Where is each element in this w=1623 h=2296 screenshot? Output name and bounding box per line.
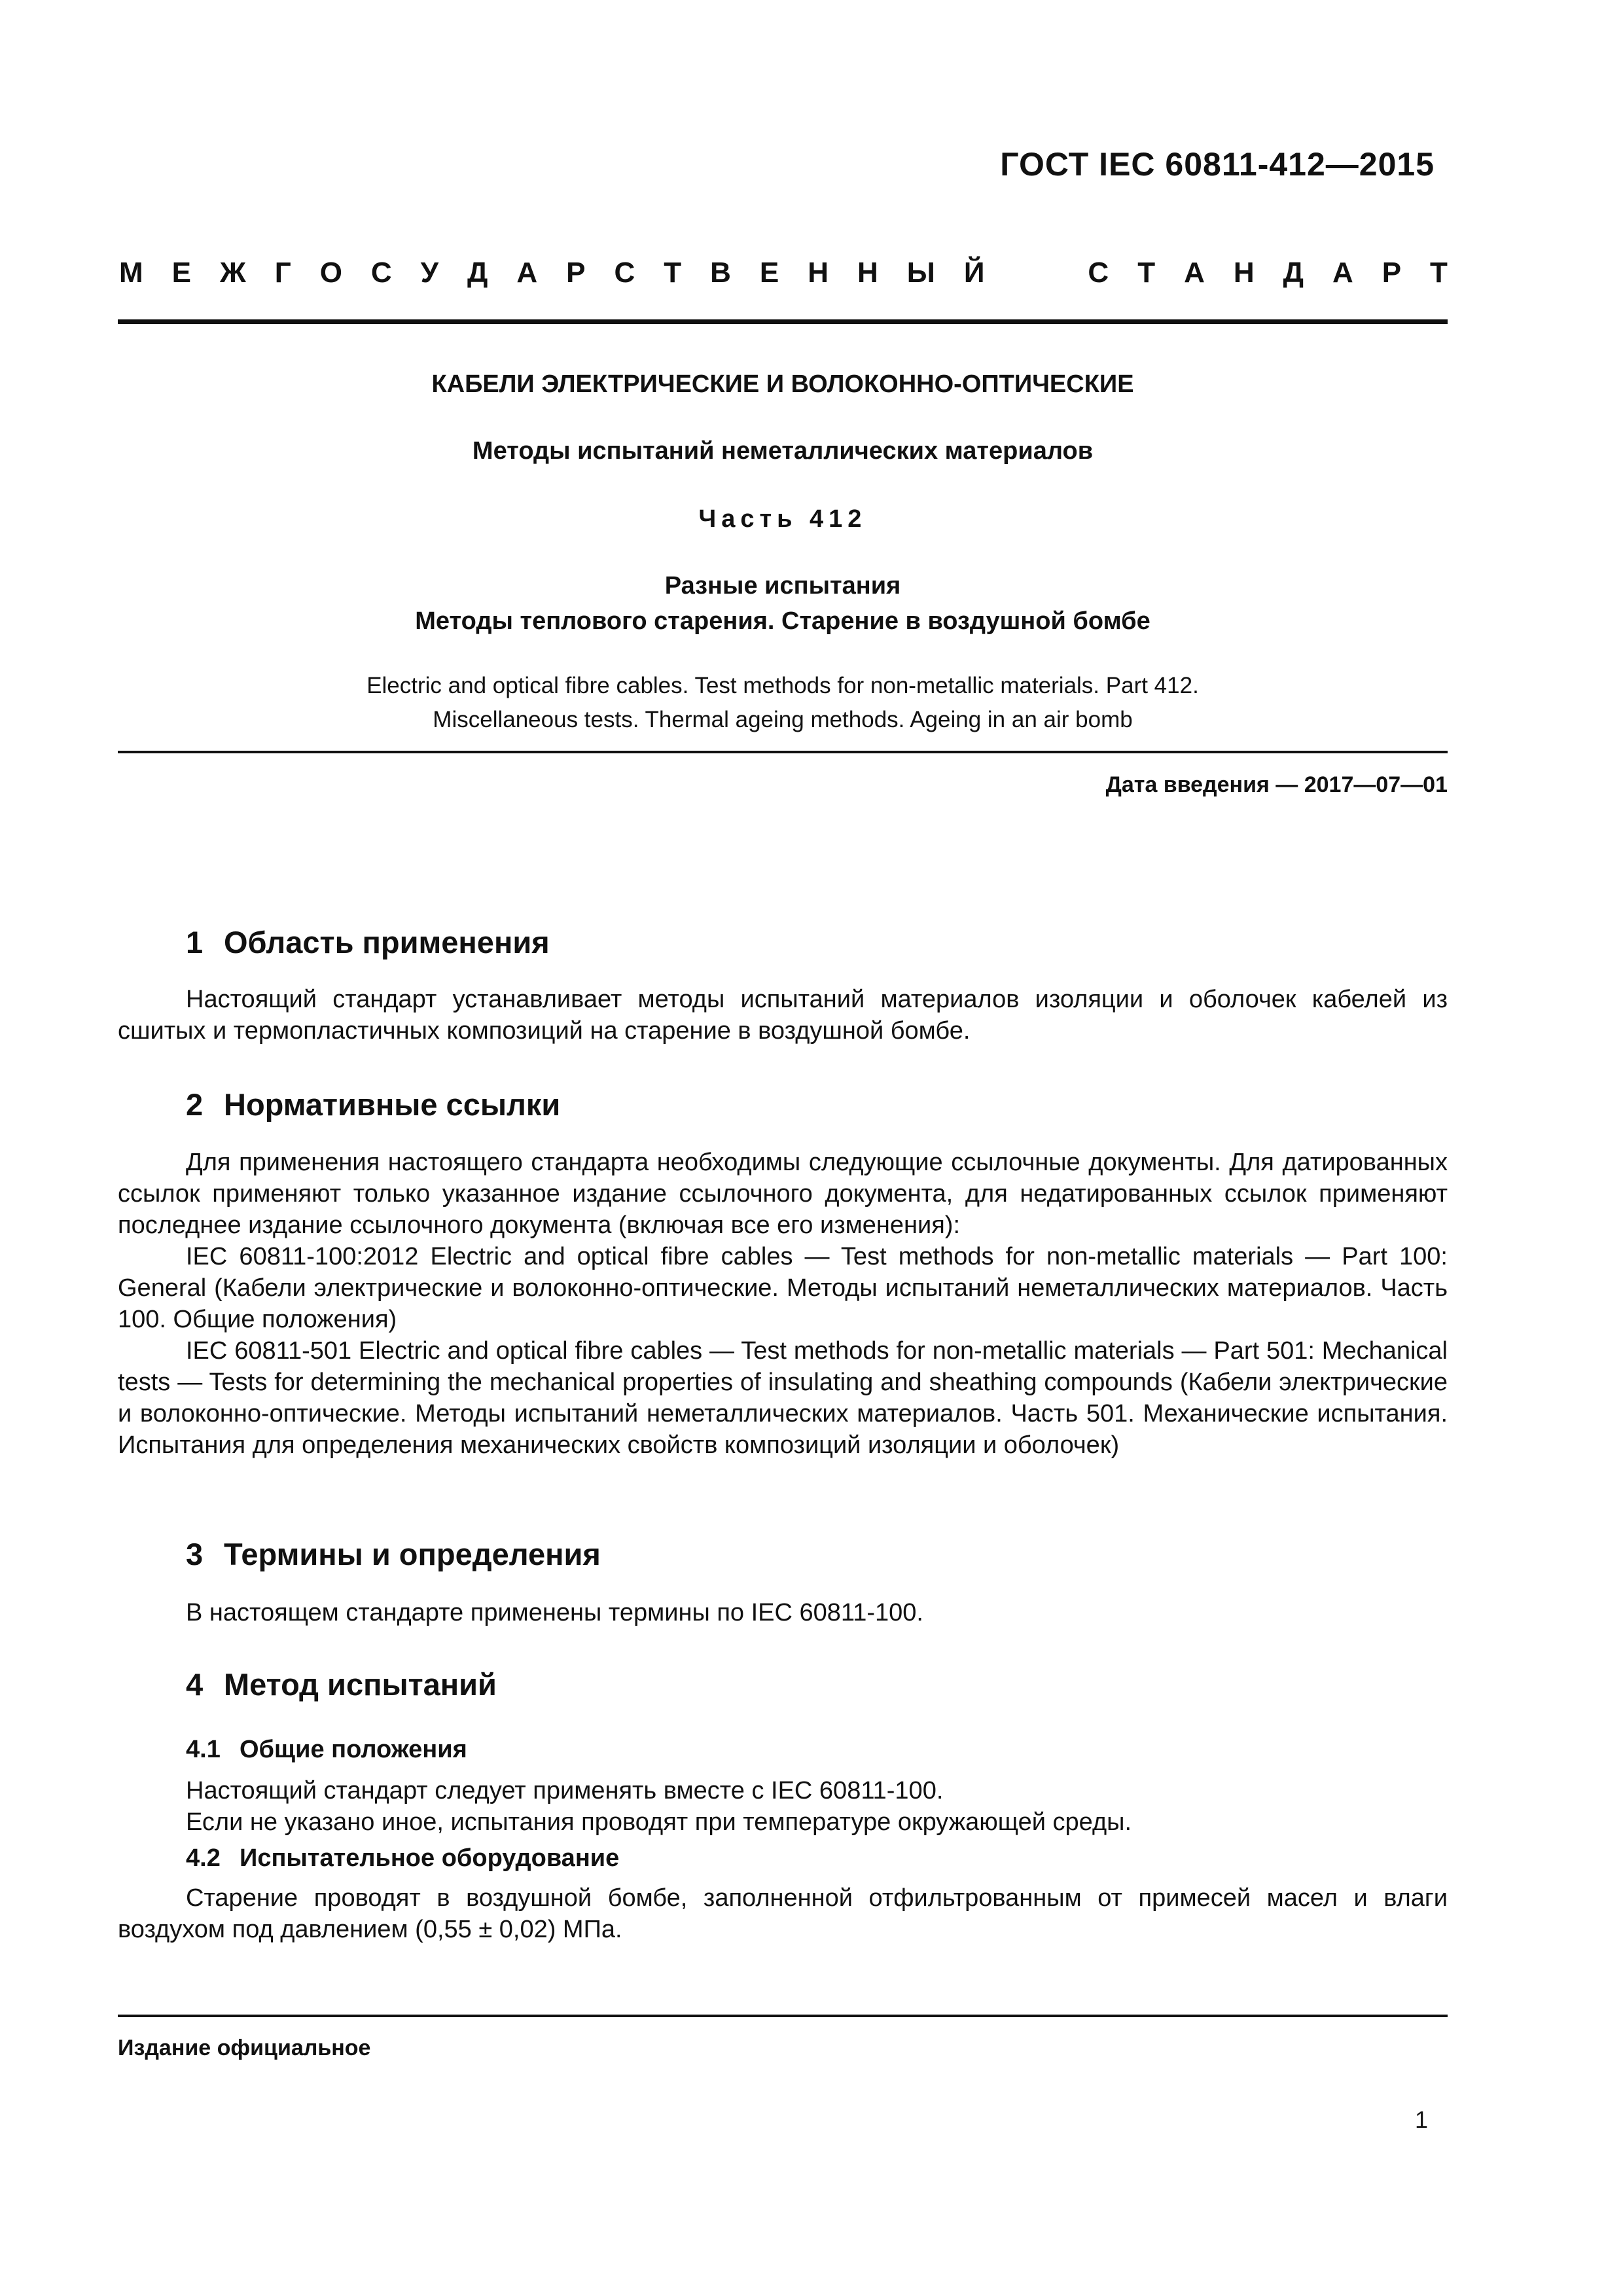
section-heading-scope	[186, 924, 550, 960]
document-title: КАБЕЛИ ЭЛЕКТРИЧЕСКИЕ И ВОЛОКОННО-ОПТИЧЕСКИЕ	[431, 370, 1134, 398]
section-number: 3	[186, 1537, 204, 1571]
banner-letter: А	[516, 257, 538, 289]
section-number: 2	[186, 1087, 204, 1122]
document-code: ГОСТ IEC 60811-412—2015	[1000, 146, 1435, 183]
document-part-title-line2: Методы теплового старения. Старение в воздушной бомбе	[415, 607, 1150, 635]
document-part-title-line1: Разные испытания	[664, 572, 901, 600]
document-part: Часть 412	[698, 505, 867, 533]
title-divider	[118, 751, 1448, 753]
banner-letter: В	[710, 257, 731, 289]
paragraph: Настоящий стандарт устанавливает методы испытаний материалов изоляции и оболочек кабелей из сшитых и термопластичных композиций на старение в воздушной бомбе.	[118, 986, 1448, 1045]
page-number: 1	[1415, 2106, 1429, 2133]
english-title-line2: Miscellaneous tests. Thermal ageing methods. Ageing in an air bomb	[433, 707, 1133, 732]
header-divider	[118, 319, 1448, 324]
banner-letter: Д	[467, 257, 488, 289]
interstate-standard-banner	[119, 257, 1448, 289]
reference-item: IEC 60811-501 Electric and optical fibre cables — Test methods for non-metallic materials — Part 501: Mechanical tests — Tests for determining the mechanical properties of insulating and sheathing compounds (Кабели электрические и волоконно-оптические. Методы испытаний неметаллических материалов. Часть 501. Механические испытания. Испытания для определения механических свойств композиций изоляции и оболочек)	[118, 1337, 1448, 1459]
banner-word-gap	[1013, 257, 1059, 289]
banner-letter: Н	[1233, 257, 1255, 289]
banner-letter: А	[1332, 257, 1353, 289]
banner-letter: Т	[1430, 257, 1448, 289]
section-title: Метод испытаний	[224, 1667, 497, 1702]
section-number: 1	[186, 925, 204, 960]
subsection-number: 4.2	[186, 1844, 221, 1872]
english-title-line1: Electric and optical fibre cables. Test methods for non-metallic materials. Part 412.	[366, 673, 1199, 698]
introduction-date: Дата введения — 2017—07—01	[1105, 772, 1448, 797]
document-subtitle: Методы испытаний неметаллических материалов	[472, 437, 1094, 465]
subsection-heading-equipment	[186, 1844, 619, 1873]
banner-letter: У	[420, 257, 439, 289]
section-number: 4	[186, 1667, 204, 1702]
banner-letter: Н	[808, 257, 829, 289]
subsection-number: 4.1	[186, 1736, 221, 1763]
section-heading-normative-references	[186, 1086, 560, 1122]
banner-letter: Т	[1137, 257, 1156, 289]
subsection-line: Настоящий стандарт следует применять вместе с IEC 60811-100.	[186, 1777, 944, 1804]
banner-letter: Д	[1283, 257, 1304, 289]
section-title: Термины и определения	[224, 1537, 601, 1571]
banner-letter: Ж	[219, 257, 246, 289]
banner-letter: О	[319, 257, 342, 289]
banner-letter: Е	[759, 257, 779, 289]
banner-letter: С	[370, 257, 392, 289]
reference-item: IEC 60811-100:2012 Electric and optical fibre cables — Test methods for non-metallic materials — Part 100: General (Кабели электрические и волоконно-оптические. Методы испытаний неметаллических материалов. Часть 100. Общие положения)	[118, 1243, 1448, 1333]
banner-letter: Т	[664, 257, 682, 289]
official-edition-label: Издание официальное	[118, 2036, 371, 2060]
footer-divider	[118, 2015, 1448, 2017]
banner-letter: Р	[566, 257, 586, 289]
subsection-title: Общие положения	[240, 1736, 467, 1763]
paragraph: Для применения настоящего стандарта необходимы следующие ссылочные документы. Для датированных ссылок применяют только указанное издание ссылочного документа, для недатированных ссылок применяют последнее издание ссылочного документа (включая все его изменения):	[118, 1149, 1448, 1239]
paragraph: Старение проводят в воздушной бомбе, заполненной отфильтрованным от примесей масел и влаги воздухом под давлением (0,55 ± 0,02) МПа.	[118, 1884, 1448, 1943]
banner-letter: А	[1184, 257, 1205, 289]
section-title: Нормативные ссылки	[224, 1087, 561, 1122]
banner-letter: Е	[171, 257, 191, 289]
subsection-line: Если не указано иное, испытания проводят при температуре окружающей среды.	[186, 1808, 1132, 1836]
subsection-body-equipment	[118, 1882, 1448, 1945]
banner-letter: С	[614, 257, 635, 289]
banner-letter: Н	[857, 257, 878, 289]
subsection-title: Испытательное оборудование	[240, 1844, 620, 1872]
subsection-heading-general	[186, 1736, 467, 1764]
section-body-normative-references	[118, 1147, 1448, 1461]
banner-letter: С	[1088, 257, 1109, 289]
banner-letter: Г	[274, 257, 291, 289]
section-title: Область применения	[224, 925, 550, 960]
section-heading-test-method	[186, 1666, 497, 1702]
banner-letter: М	[119, 257, 143, 289]
banner-letter: Р	[1382, 257, 1402, 289]
section-body-terms: В настоящем стандарте применены термины по IEC 60811-100.	[186, 1599, 923, 1626]
banner-letter: Ы	[906, 257, 935, 289]
banner-letter: Й	[963, 257, 985, 289]
section-body-scope	[118, 984, 1448, 1047]
section-heading-terms	[186, 1536, 601, 1572]
